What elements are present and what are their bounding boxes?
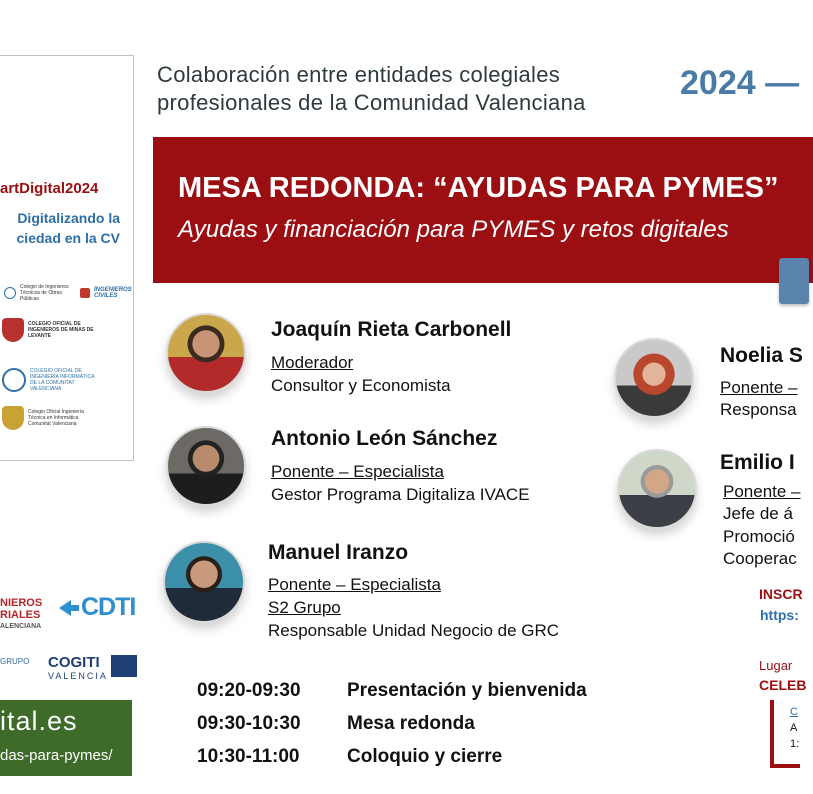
speaker-role: Moderador [271, 353, 354, 372]
venue-bar-bottom [770, 764, 800, 768]
speaker-name: Noelia S [720, 344, 803, 367]
logo-citop [0, 284, 130, 302]
minas-crest-icon [2, 318, 24, 342]
logo-industriales [0, 597, 42, 633]
schedule-time: 09:30-10:30 [197, 713, 301, 734]
banner-title: MESA REDONDA: “AYUDAS PARA PYMES” [178, 172, 779, 204]
speaker-position: Consultor y Economista [271, 376, 451, 395]
logo-civiles-brand: INGENIEROS CIVILES [94, 287, 132, 299]
logo-minas-text: COLEGIO OFICIAL DE INGENIEROS DE MINAS DE LEVANTE [28, 321, 94, 339]
tagline-line-2: ciedad en la CV [16, 230, 120, 246]
schedule-time: 10:30-11:00 [197, 746, 300, 767]
speaker-name: Joaquín Rieta Carbonell [271, 318, 512, 341]
speaker-role: Ponente – [723, 482, 801, 501]
avatar-emilio [617, 449, 697, 529]
speaker-position: Promoció [723, 527, 795, 546]
informatica-ring-icon [2, 368, 26, 392]
industriales-line-3: ALENCIANA [0, 623, 42, 630]
logo-informatica-text: COLEGIO OFICIAL DE INGENIERÍA INFORMÁTICA DE LA COMUNITAT VALENCIANA [30, 368, 95, 392]
speaker-role: Ponente – Especialista [268, 575, 441, 594]
cdti-text: CDTI [81, 593, 136, 621]
venue-label: Lugar [759, 658, 793, 673]
speaker-name: Manuel Iranzo [268, 541, 409, 564]
inscription-link[interactable]: https: [760, 607, 799, 623]
schedule-label: Presentación y bienvenida [347, 680, 587, 701]
logo-grupo: GRUPO [0, 657, 30, 666]
logo-citop-text: Colegio de Ingenieros Técnicos de Obras Públicas [20, 284, 69, 302]
hashtag: artDigital2024 [0, 180, 99, 197]
speaker-position: Responsa [720, 400, 797, 419]
sidebar-card [0, 55, 134, 461]
avatar-antonio [166, 426, 246, 506]
schedule-time: 09:20-09:30 [197, 680, 301, 701]
speaker-name: Antonio León Sánchez [271, 427, 498, 450]
cdti-arrow-icon [57, 596, 81, 620]
event-url[interactable]: ital.es [0, 706, 78, 736]
header-line-2: profesionales de la Comunidad Valenciana [157, 90, 586, 115]
banner-subtitle: Ayudas y financiación para PYMES y retos digitales [178, 216, 729, 243]
speaker-role: Ponente – [720, 378, 798, 397]
inscription-label: INSCR [759, 586, 803, 602]
speaker-position: Jefe de á [723, 504, 793, 523]
event-url-path[interactable]: das-para-pymes/ [0, 747, 113, 764]
venue-heading: CELEB [759, 677, 807, 693]
speaker-position: Gestor Programa Digitaliza IVACE [271, 485, 530, 504]
speaker-position: Responsable Unidad Negocio de GRC [268, 621, 560, 640]
avatar-noelia [614, 338, 694, 418]
event-year: 2024 — [680, 64, 800, 102]
industriales-line-1: NIEROS [0, 597, 43, 609]
logo-coitic [0, 406, 130, 430]
logo-minas [0, 318, 130, 342]
venue-bar [770, 700, 774, 768]
cogiti-text: COGITI [48, 654, 100, 671]
cogiti-valencia-text: VALENCIA [48, 671, 108, 681]
logo-cdti [57, 593, 135, 622]
citop-emblem-icon [4, 287, 16, 299]
schedule-label: Coloquio y cierre [347, 746, 503, 767]
coitic-crest-icon [2, 406, 24, 430]
logo-cogiti [48, 654, 108, 681]
cogiti-gear-icon [111, 655, 137, 677]
header-line-1: Colaboración entre entidades colegiales [157, 62, 561, 87]
avatar-joaquin [166, 313, 246, 393]
speaker-position: Cooperac [723, 549, 797, 568]
logo-coitic-text: Colegio Oficial Ingeniería Técnica en Informática Comunitat Valenciana [28, 409, 84, 427]
header-text [157, 61, 586, 117]
ingenieros-civiles-icon [80, 288, 90, 298]
venue-address-link[interactable]: C [790, 706, 798, 718]
schedule-label: Mesa redonda [347, 713, 475, 734]
avatar-manuel [163, 541, 245, 623]
register-tab[interactable] [779, 258, 809, 304]
logo-informatica [0, 368, 130, 392]
industriales-line-2: RIALES [0, 609, 41, 621]
venue-address: A [790, 722, 798, 734]
title-banner [153, 137, 813, 283]
speaker-name: Emilio I [720, 451, 795, 474]
tagline-line-1: Digitalizando la [17, 210, 120, 226]
speaker-company: S2 Grupo [268, 598, 341, 617]
venue-address-2: 1: [790, 738, 800, 750]
speaker-role: Ponente – Especialista [271, 462, 444, 481]
